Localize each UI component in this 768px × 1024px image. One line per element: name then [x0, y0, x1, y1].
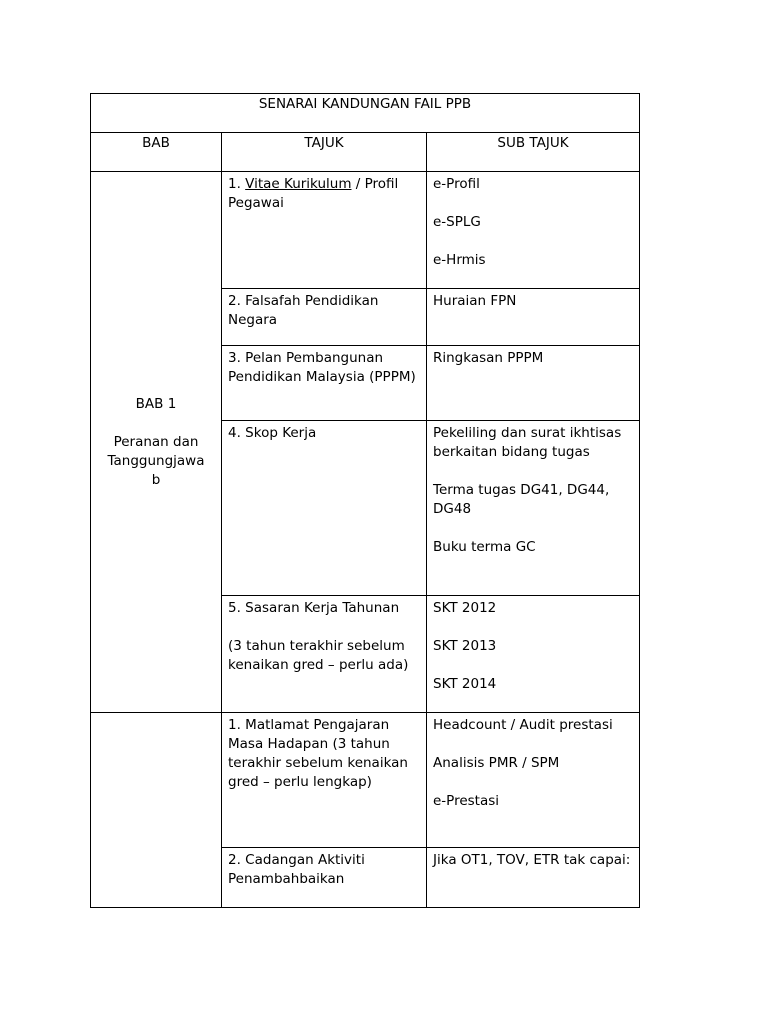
sub-item: Ringkasan PPPM [433, 350, 544, 366]
header-tajuk: TAJUK [222, 133, 427, 172]
tajuk-cell: 3. Pelan Pembangunan Pendidikan Malaysia (PPPM) [222, 346, 427, 421]
bab-1-desc-line1: Peranan dan [113, 433, 199, 450]
tajuk-prefix: 1. [228, 176, 246, 192]
table-row [91, 713, 640, 848]
table-row [91, 172, 640, 289]
header-sub-tajuk: SUB TAJUK [427, 133, 640, 172]
sub-item: Headcount / Audit prestasi [433, 717, 613, 733]
sub-item: SKT 2013 [433, 638, 497, 654]
sub-tajuk-cell [427, 596, 640, 713]
tajuk-cell: 4. Skop Kerja [222, 421, 427, 596]
tajuk-cell [222, 596, 427, 713]
table-title: SENARAI KANDUNGAN FAIL PPB [91, 94, 640, 133]
tajuk-suffix: / Profil Pegawai [228, 176, 399, 211]
sub-item: Huraian FPN [433, 293, 517, 309]
bab-1-label: BAB 1 [135, 395, 177, 412]
tajuk-text: 5. Sasaran Kerja Tahunan [228, 600, 400, 616]
sub-tajuk-cell [427, 289, 640, 346]
tajuk-underlined: Vitae Kurikulum [245, 176, 352, 192]
tajuk-note: (3 tahun terakhir sebelum kenaikan gred – perlu ada) [228, 638, 409, 673]
sub-item: e-SPLG [433, 214, 481, 230]
contents-table [90, 93, 640, 908]
bab-1-desc-line3: b [151, 471, 161, 488]
bab-1-cell [91, 172, 222, 713]
sub-tajuk-cell [427, 346, 640, 421]
sub-item: e-Prestasi [433, 793, 500, 809]
sub-item: e-Hrmis [433, 252, 486, 268]
sub-tajuk-cell [427, 172, 640, 289]
sub-item: SKT 2014 [433, 676, 497, 692]
sub-item: Jika OT1, TOV, ETR tak capai: [433, 852, 631, 868]
tajuk-cell [222, 172, 427, 289]
bab-1-desc-line2: Tanggungjawa [107, 452, 205, 469]
sub-item: e-Profil [433, 176, 480, 192]
sub-item: SKT 2012 [433, 600, 497, 616]
sub-item: Terma tugas DG41, DG44, DG48 [433, 482, 610, 517]
header-bab: BAB [91, 133, 222, 172]
sub-item: Analisis PMR / SPM [433, 755, 560, 771]
tajuk-cell: 2. Falsafah Pendidikan Negara [222, 289, 427, 346]
bab-2-cell [91, 713, 222, 908]
sub-tajuk-cell [427, 421, 640, 596]
tajuk-cell: 2. Cadangan Aktiviti Penambahbaikan [222, 848, 427, 908]
tajuk-cell: 1. Matlamat Pengajaran Masa Hadapan (3 tahun terakhir sebelum kenaikan gred – perlu lengkap) [222, 713, 427, 848]
sub-item: Pekeliling dan surat ikhtisas berkaitan bidang tugas [433, 425, 622, 460]
sub-tajuk-cell [427, 713, 640, 848]
sub-tajuk-cell [427, 848, 640, 908]
sub-item: Buku terma GC [433, 539, 536, 555]
